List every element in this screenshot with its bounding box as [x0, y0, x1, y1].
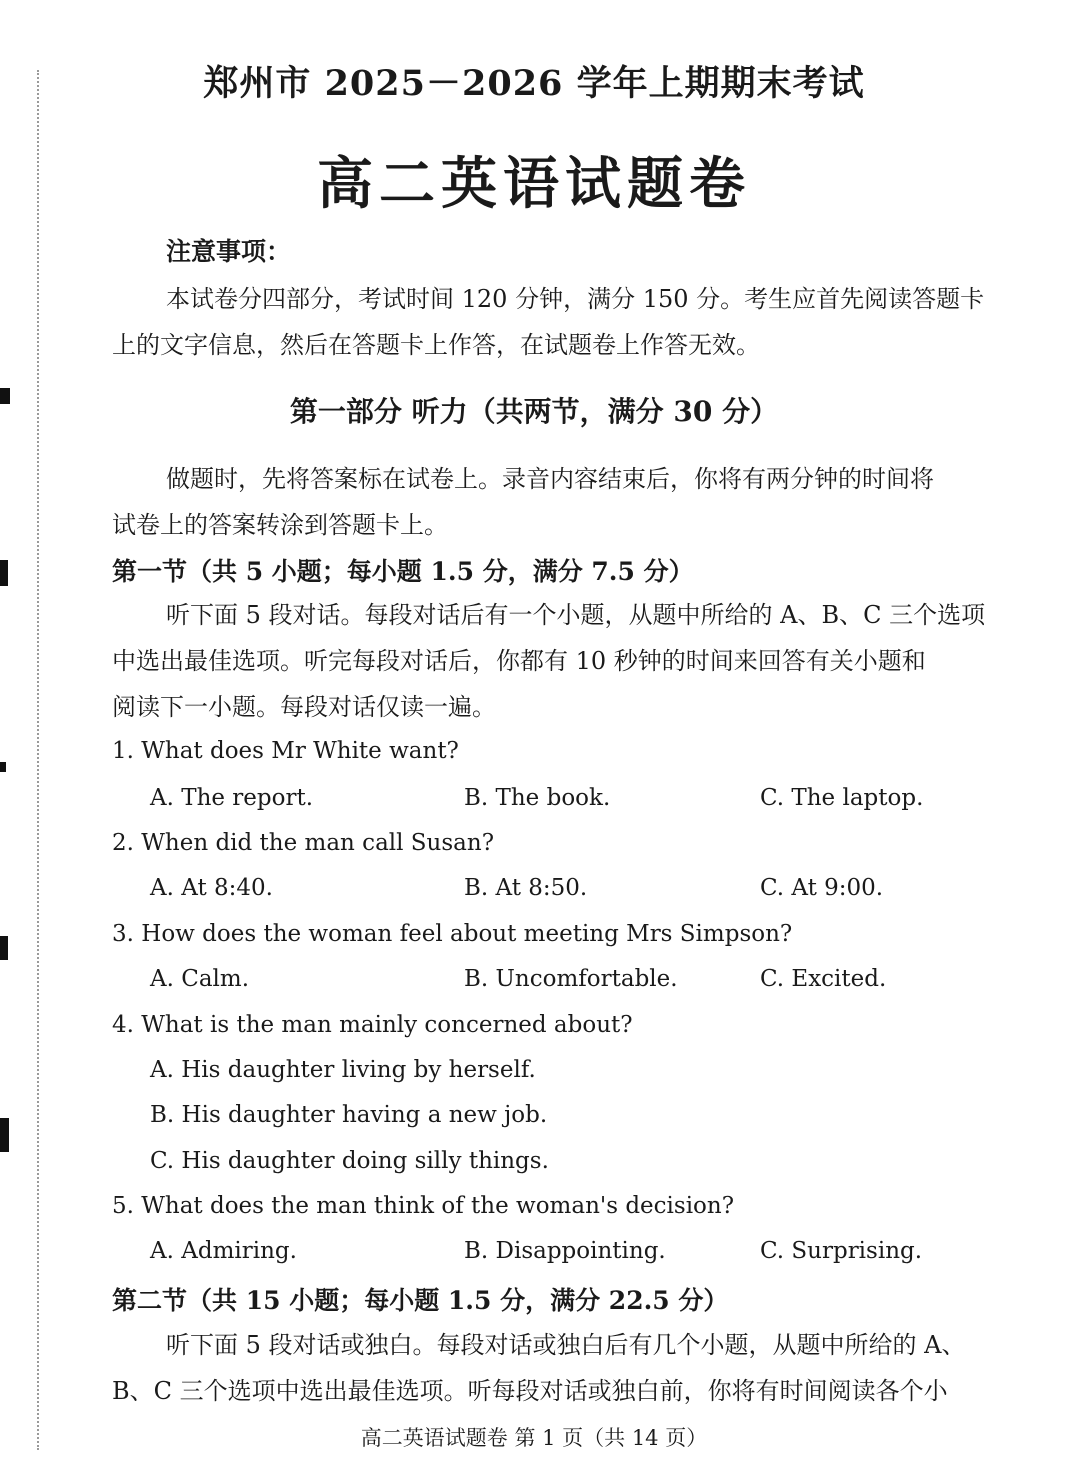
- option-b: B. At 8:50.: [464, 875, 588, 901]
- exam-subtitle: 高二英语试题卷: [317, 151, 751, 217]
- margin-mark: [0, 560, 8, 586]
- option-a: A. At 8:40.: [150, 875, 273, 901]
- section1-instructions: [112, 592, 1040, 730]
- option-a: A. The report.: [150, 785, 314, 811]
- option-c: C. The laptop.: [760, 785, 924, 811]
- notice-text: [112, 276, 1040, 368]
- option-b: B. Disappointing.: [464, 1238, 666, 1264]
- option-a: A. Admiring.: [150, 1238, 297, 1264]
- instruction-line: 阅读下一小题。每段对话仅读一遍。: [112, 693, 496, 721]
- option-a: A. His daughter living by herself.: [150, 1057, 536, 1083]
- option-c: C. His daughter doing silly things.: [150, 1148, 549, 1174]
- notice-title: 注意事项：: [166, 237, 292, 266]
- question-stem: 1. What does Mr White want?: [112, 738, 459, 764]
- instruction-line: B、C 三个选项中选出最佳选项。听每段对话或独白前，你将有时间阅读各个小: [112, 1377, 948, 1405]
- exam-title: 郑州市 2025－2026 学年上期期末考试: [203, 63, 865, 104]
- section2-instructions: [112, 1322, 1040, 1414]
- option-b: B. Uncomfortable.: [464, 966, 678, 992]
- notice-line: 上的文字信息，然后在答题卡上作答，在试题卷上作答无效。: [112, 331, 760, 359]
- option-b: B. The book.: [464, 785, 611, 811]
- part1-intro: [112, 456, 1040, 548]
- instruction-line: 听下面 5 段对话。每段对话后有一个小题，从题中所给的 A、B、C 三个选项: [166, 601, 986, 629]
- section2-title: 第二节（共 15 小题；每小题 1.5 分，满分 22.5 分）: [112, 1286, 729, 1315]
- question-stem: 3. How does the woman feel about meeting Mrs Simpson?: [112, 921, 793, 947]
- intro-line: 做题时，先将答案标在试卷上。录音内容结束后，你将有两分钟的时间将: [166, 465, 934, 493]
- instruction-line: 听下面 5 段对话或独白。每段对话或独白后有几个小题，从题中所给的 A、: [166, 1331, 966, 1359]
- margin-mark: [0, 936, 8, 960]
- margin-mark: [0, 1118, 9, 1152]
- instruction-line: 中选出最佳选项。听完每段对话后，你都有 10 秒钟的时间来回答有关小题和: [112, 647, 926, 675]
- question-stem: 5. What does the man think of the woman's decision?: [112, 1193, 735, 1219]
- option-b: B. His daughter having a new job.: [150, 1102, 548, 1128]
- intro-line: 试卷上的答案转涂到答题卡上。: [112, 511, 448, 539]
- binding-line: [37, 70, 39, 1450]
- option-c: C. Excited.: [760, 966, 887, 992]
- section1-title: 第一节（共 5 小题；每小题 1.5 分，满分 7.5 分）: [112, 557, 694, 586]
- option-a: A. Calm.: [150, 966, 250, 992]
- question-stem: 2. When did the man call Susan?: [112, 830, 495, 856]
- notice-line: 本试卷分四部分，考试时间 120 分钟，满分 150 分。考生应首先阅读答题卡: [166, 285, 985, 313]
- part1-title: 第一部分 听力（共两节，满分 30 分）: [289, 395, 779, 428]
- option-c: C. Surprising.: [760, 1238, 923, 1264]
- question-stem: 4. What is the man mainly concerned about?: [112, 1012, 633, 1038]
- margin-mark: [0, 762, 6, 772]
- page-footer: 高二英语试题卷 第 1 页（共 14 页）: [360, 1426, 708, 1450]
- option-c: C. At 9:00.: [760, 875, 884, 901]
